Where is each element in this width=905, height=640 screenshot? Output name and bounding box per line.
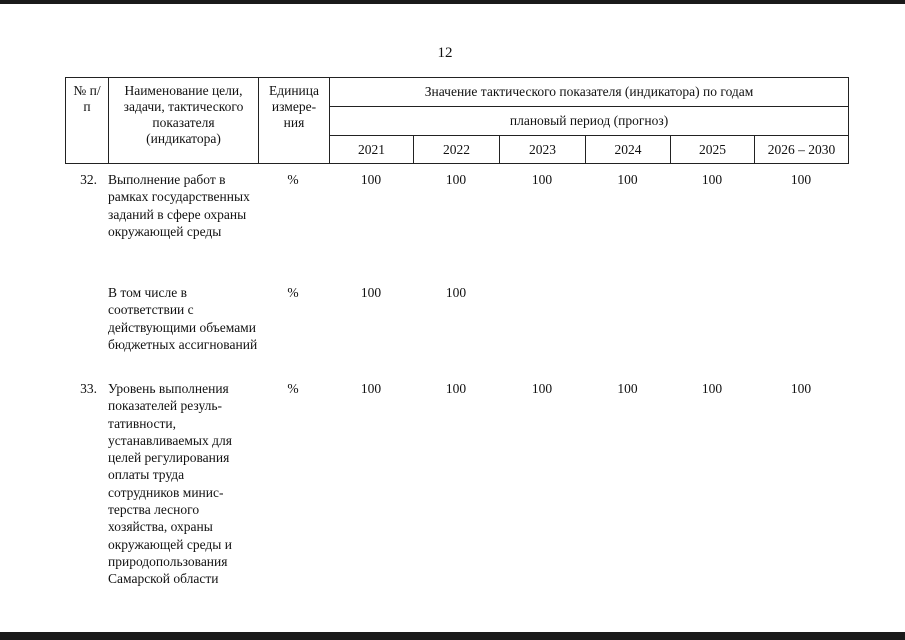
indicator-name: Выполнение работ в рамках государственных заданий в сфере охраны окружающей среды xyxy=(108,172,250,239)
header-num: № п/п xyxy=(66,78,109,164)
unit: % xyxy=(287,172,299,187)
header-values: Значение тактического показателя (индикатора) по годам xyxy=(330,78,849,107)
value-cell: 100 xyxy=(360,285,382,300)
header-period: плановый период (прогноз) xyxy=(330,107,849,136)
value-cell: 100 xyxy=(360,172,382,187)
value-cell: 100 xyxy=(360,381,382,396)
bottom-border xyxy=(0,632,905,640)
value-cell: 100 xyxy=(617,172,638,187)
row-number: 32. xyxy=(80,172,97,187)
top-border xyxy=(0,0,905,4)
value-cell: 100 xyxy=(445,172,467,187)
header-year: 2022 xyxy=(414,136,500,164)
value-cell: 100 xyxy=(790,172,812,187)
header-year: 2021 xyxy=(330,136,414,164)
page-number: 12 xyxy=(437,45,453,61)
indicator-name: Уровень выполнения показателей резуль-тативности, устанавливаемых для целей регулирования оплаты труда сотрудников минис-терства лесного хозяйства, охраны окружающей среды и природопользования Самарской области xyxy=(108,381,232,587)
header-year: 2023 xyxy=(500,136,586,164)
value-cell: 100 xyxy=(701,381,723,396)
indicator-name: В том числе в соответствии с действующими объемами бюджетных ассигнований xyxy=(108,285,258,352)
unit: % xyxy=(287,381,299,396)
table-header xyxy=(65,77,849,164)
header-year: 2026 – 2030 xyxy=(755,136,849,164)
value-cell: 100 xyxy=(531,172,553,187)
value-cell: 100 xyxy=(617,381,638,396)
header-year: 2024 xyxy=(586,136,671,164)
header-name: Наименование цели, задачи, тактического показателя (индикатора) xyxy=(109,78,259,164)
unit: % xyxy=(287,285,299,300)
header-unit: Единица измере-ния xyxy=(259,78,330,164)
header-year: 2025 xyxy=(671,136,755,164)
value-cell: 100 xyxy=(701,172,723,187)
row-number: 33. xyxy=(80,381,97,396)
value-cell: 100 xyxy=(531,381,553,396)
value-cell: 100 xyxy=(445,381,467,396)
value-cell: 100 xyxy=(790,381,812,396)
value-cell: 100 xyxy=(445,285,467,300)
